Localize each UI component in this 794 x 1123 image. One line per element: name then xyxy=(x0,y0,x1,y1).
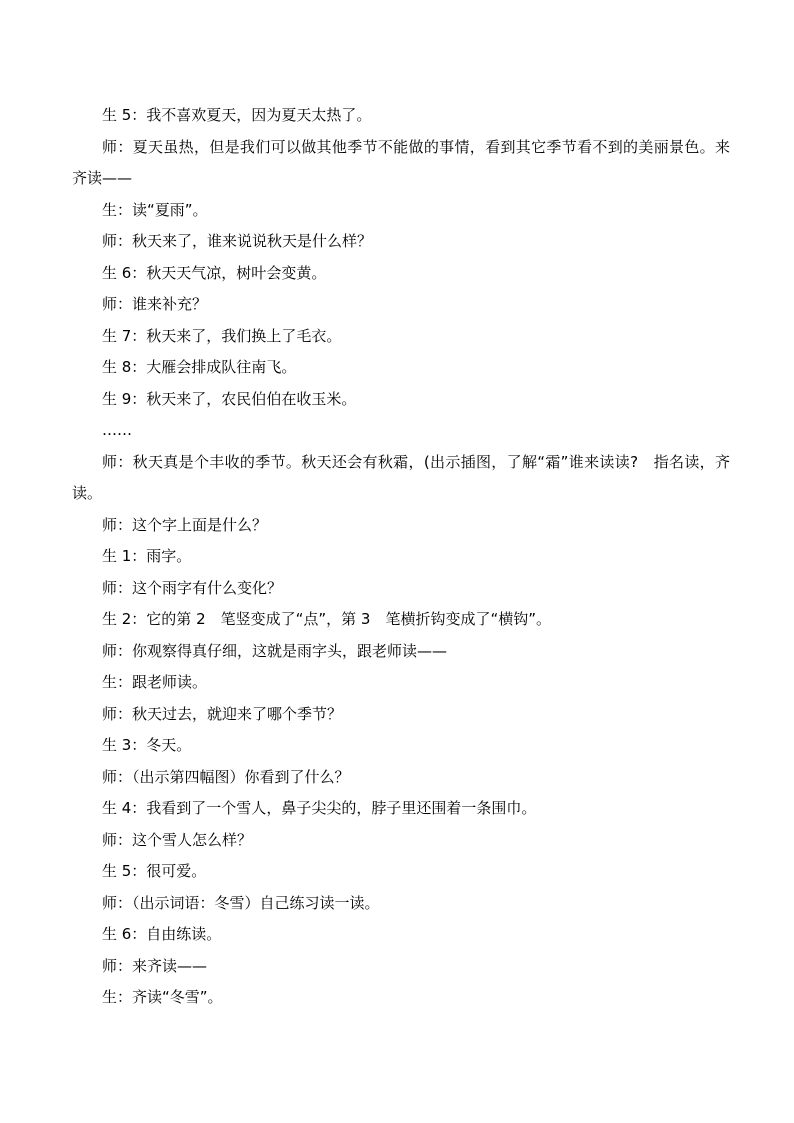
paragraph-19: 生 3：冬天。 xyxy=(102,736,192,754)
paragraph-17: 生：跟老师读。 xyxy=(102,673,208,691)
paragraph-15: 生 2：它的第 2 笔竖变成了“点”，第 3 笔横折钩变成了“横钩”。 xyxy=(102,610,552,628)
paragraph-14: 师：这个雨字有什么变化？ xyxy=(102,578,283,597)
paragraph-26: 师：来齐读—— xyxy=(102,956,208,975)
document-body xyxy=(72,100,730,1014)
paragraph-5: 生 6：秋天天气凉，树叶会变黄。 xyxy=(102,263,327,282)
paragraph-27: 生：齐读“冬雪”。 xyxy=(102,988,223,1006)
paragraph-24: 师：（出示词语：冬雪）自己练习读一读。 xyxy=(102,893,380,912)
paragraph-23: 生 5：很可爱。 xyxy=(102,862,207,880)
paragraph-4: 师：秋天来了，谁来说说秋天是什么样？ xyxy=(102,232,373,250)
paragraph-6: 师：谁来补充？ xyxy=(102,295,208,313)
paragraph-7: 生 7：秋天来了，我们换上了毛衣。 xyxy=(102,326,342,345)
ellipsis-line: …… xyxy=(102,421,132,439)
paragraph-12: 师：这个字上面是什么？ xyxy=(102,515,268,534)
paragraph-9: 生 9：秋天来了，农民伯伯在收玉米。 xyxy=(102,389,357,408)
paragraph-18: 师：秋天过去，就迎来了哪个季节？ xyxy=(102,704,343,723)
paragraph-22: 师：这个雪人怎么样？ xyxy=(102,830,253,849)
paragraph-21: 生 4：我看到了一个雪人，鼻子尖尖的，脖子里还围着一条围巾。 xyxy=(102,799,537,817)
paragraph-1: 生 5：我不喜欢夏天，因为夏天太热了。 xyxy=(102,106,372,124)
paragraph-25: 生 6：自由练读。 xyxy=(102,925,222,943)
paragraph-8: 生 8：大雁会排成队往南飞。 xyxy=(102,358,297,376)
paragraph-13: 生 1：雨字。 xyxy=(102,547,192,565)
paragraph-20: 师：（出示第四幅图）你看到了什么？ xyxy=(102,767,350,786)
paragraph-3: 生：读“夏雨”。 xyxy=(102,200,208,219)
paragraph-2: 师：夏天虽热，但是我们可以做其他季节不能做的事情，看到其它季节看不到的美丽景色。来齐读—— xyxy=(72,137,730,187)
paragraph-16: 师：你观察得真仔细，这就是雨字头，跟老师读—— xyxy=(102,641,448,660)
paragraph-11: 师：秋天真是个丰收的季节。秋天还会有秋霜，(出示插图，了解“霜”谁来读读? 指名读，齐读。 xyxy=(72,452,730,502)
